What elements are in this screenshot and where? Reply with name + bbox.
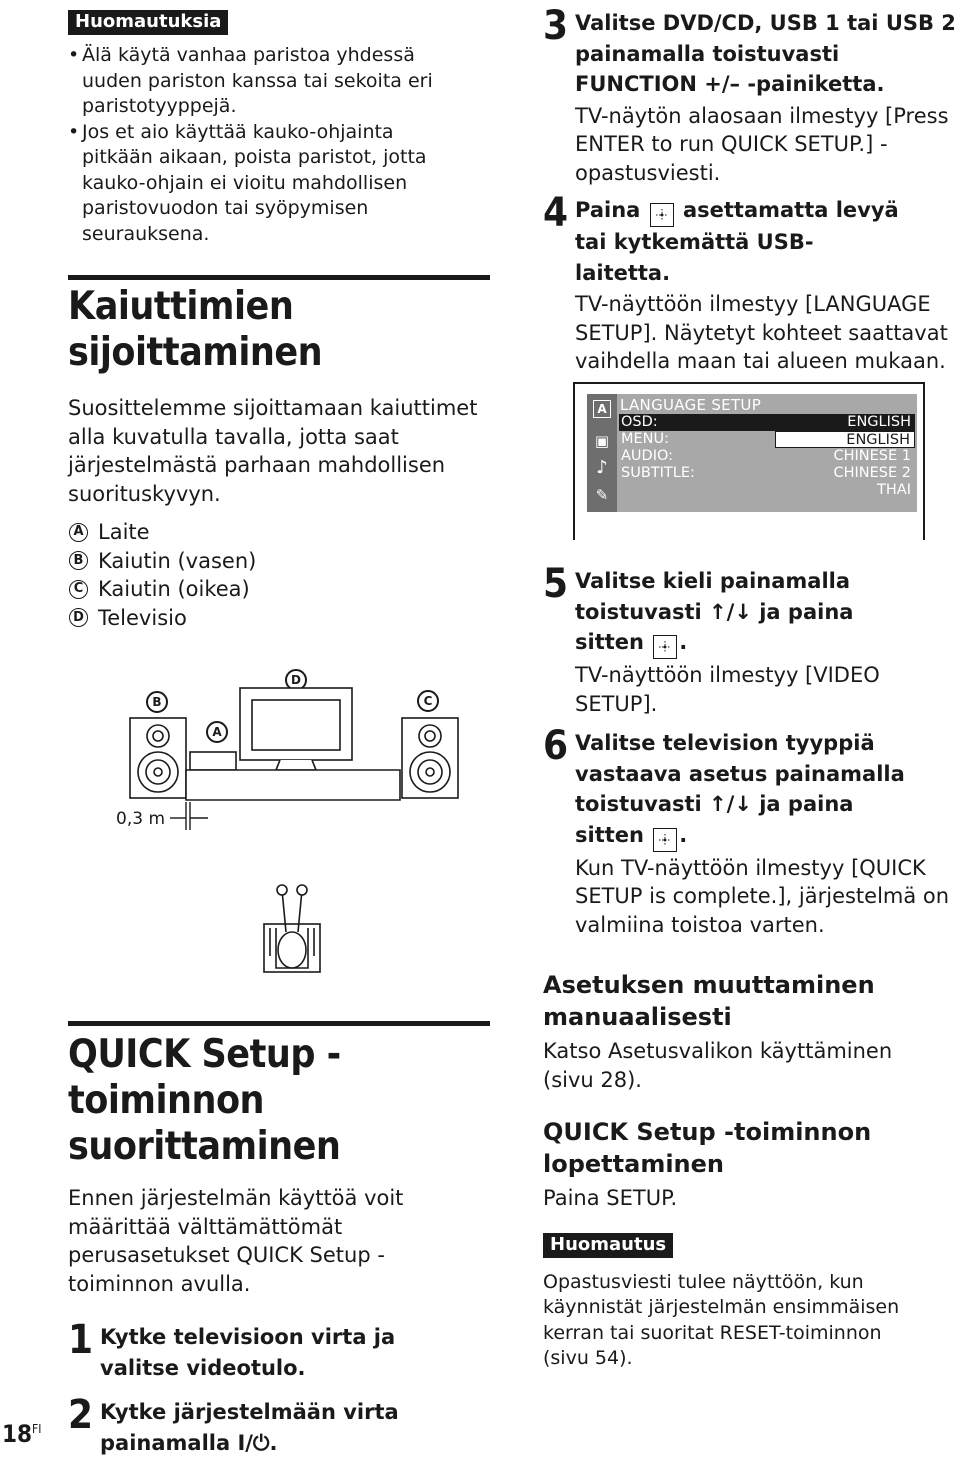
legend-item <box>68 518 490 547</box>
legend-item <box>68 604 490 633</box>
step-title: Valitse kieli painamalla toistuvasti ↑/↓ ja paina sitten . <box>575 566 875 659</box>
osd-row-menu: MENU: <box>621 431 670 447</box>
speaker-placement-illustration <box>100 660 480 980</box>
osd-option: CHINESE 2 <box>833 465 911 481</box>
step-6 <box>543 723 958 939</box>
section-rule <box>68 1021 490 1026</box>
legend-item <box>68 547 490 576</box>
step-title: Paina asettamatta levyä tai kytkemättä USB-laitetta. <box>575 198 899 285</box>
notes-list <box>68 43 490 247</box>
device <box>190 752 236 770</box>
television <box>240 688 352 770</box>
legend-key: A <box>69 523 88 542</box>
list-item: • Jos et aio käyttää kauko-ohjainta pitkään aikaan, poista paristot, jotta kauko-ohjain ei vioitu mahdollisen paristovuodon tai syöpymisen seurauksena. <box>68 120 454 248</box>
enter-key-icon <box>653 828 677 852</box>
step-1 <box>68 1317 490 1383</box>
legend-item <box>68 575 490 604</box>
step-4 <box>543 190 958 376</box>
left-speaker <box>130 718 186 798</box>
enter-key-icon <box>650 203 674 227</box>
legend-label: Televisio <box>98 605 187 630</box>
speakers-intro: Suosittelemme sijoittamaan kaiuttimet alla kuvatulla tavalla, jotta saat järjestelmästä parhaan mahdollisen suorituskyvyn. <box>68 396 478 506</box>
enter-key-icon <box>653 635 677 659</box>
note-text: Opastusviesti tulee näyttöön, kun käynnistät järjestelmän ensimmäisen kerran tai suoritat RESET-toiminnon (sivu 54). <box>543 1270 900 1369</box>
osd-option: CHINESE 1 <box>833 448 911 464</box>
step-description: TV-näyttöön ilmestyy [VIDEO SETUP]. <box>575 663 880 716</box>
step-number: 2 <box>68 1392 94 1438</box>
step-title: Kytke televisioon virta ja valitse videotulo. <box>100 1325 396 1380</box>
legend-key: B <box>69 551 88 570</box>
note-block <box>543 1233 958 1372</box>
step-number: 5 <box>543 561 569 607</box>
label-c: C <box>423 694 433 708</box>
distance-label: 0,3 m <box>116 809 165 829</box>
speaker-legend <box>68 518 490 632</box>
legend-label: Laite <box>98 520 150 544</box>
label-d: D <box>291 673 301 687</box>
legend-label: Kaiutin (oikea) <box>98 577 250 601</box>
page-number: $18^{FI}$ <box>2 1420 42 1448</box>
notes-badge: Huomautuksia <box>68 10 228 35</box>
legend-key: C <box>69 580 88 599</box>
manual-text: Katso Asetusvalikon käyttäminen (sivu 28). <box>543 1039 893 1092</box>
step-description: TV-näytön alaosaan ilmestyy [Press ENTER to run QUICK SETUP.] -opastusviesti. <box>575 103 949 185</box>
quick-setup-heading: QUICK Setup -toiminnon suorittaminen <box>68 1032 341 1169</box>
quick-setup-section <box>68 1021 490 1458</box>
quit-heading: QUICK Setup -toiminnon lopettaminen <box>543 1118 872 1178</box>
label-a: A <box>212 725 222 739</box>
quit-text: Paina SETUP. <box>543 1186 678 1210</box>
osd-row-subtitle: SUBTITLE: <box>621 465 695 481</box>
osd-row-audio: AUDIO: <box>621 448 674 464</box>
language-setup-screen <box>573 382 925 540</box>
step-title: Valitse DVD/CD, USB 1 tai USB 2 painamalla toistuvasti FUNCTION +/– -painiketta. <box>575 11 956 96</box>
manual-heading: Asetuksen muuttaminen manuaalisesti <box>543 971 875 1031</box>
right-speaker <box>402 718 458 798</box>
step-number: 6 <box>543 723 569 769</box>
music-note-icon: ♪ <box>596 456 608 478</box>
right-column <box>543 3 958 376</box>
step-number: 4 <box>543 190 569 236</box>
list-item: • Älä käytä vanhaa paristoa yhdessä uuden pariston kanssa tai sekoita eri paristotyyppejä. <box>68 43 454 120</box>
label-b: B <box>152 695 162 709</box>
step-title: Kytke järjestelmään virta painamalla I/⏻. <box>100 1400 399 1455</box>
speakers-heading: Kaiuttimien sijoittaminen <box>68 284 323 375</box>
step-description: TV-näyttöön ilmestyy [LANGUAGE SETUP]. Näytetyt kohteet saattavat vaihdella maan tai alueen mukaan. <box>575 292 948 373</box>
osd-option: THAI <box>877 482 911 498</box>
listener <box>264 885 320 972</box>
step-description: Kun TV-näyttöön ilmestyy [QUICK SETUP is complete.], järjestelmä on valmiina toistoa varten. <box>575 855 950 937</box>
step-3 <box>543 3 958 187</box>
video-icon: ▣ <box>594 432 610 450</box>
note-badge: Huomautus <box>543 1233 673 1258</box>
step-5 <box>543 561 958 718</box>
step-title: Valitse television tyyppiä vastaava asetus painamalla toistuvasti ↑/↓ ja paina sitten . <box>575 728 905 852</box>
legend-label: Kaiutin (vasen) <box>98 548 257 573</box>
wrench-icon: ✎ <box>595 486 609 504</box>
right-column-lower <box>543 561 958 1372</box>
osd-icon-bar <box>587 394 617 512</box>
left-column <box>68 10 490 632</box>
step-number: 1 <box>68 1317 94 1363</box>
osd-title: LANGUAGE SETUP <box>620 396 762 414</box>
tv-stand <box>186 770 400 800</box>
osd-row-osd: OSD: ENGLISH <box>619 414 915 431</box>
legend-key: D <box>69 608 88 627</box>
quick-setup-intro: Ennen järjestelmän käyttöä voit määrittää välttämättömät perusasetukset QUICK Setup -toiminnon avulla. <box>68 1186 404 1296</box>
language-icon: A <box>593 400 611 418</box>
osd-option: ENGLISH <box>775 431 915 448</box>
section-rule <box>68 275 490 280</box>
step-number: 3 <box>543 3 569 49</box>
step-2 <box>68 1392 490 1458</box>
